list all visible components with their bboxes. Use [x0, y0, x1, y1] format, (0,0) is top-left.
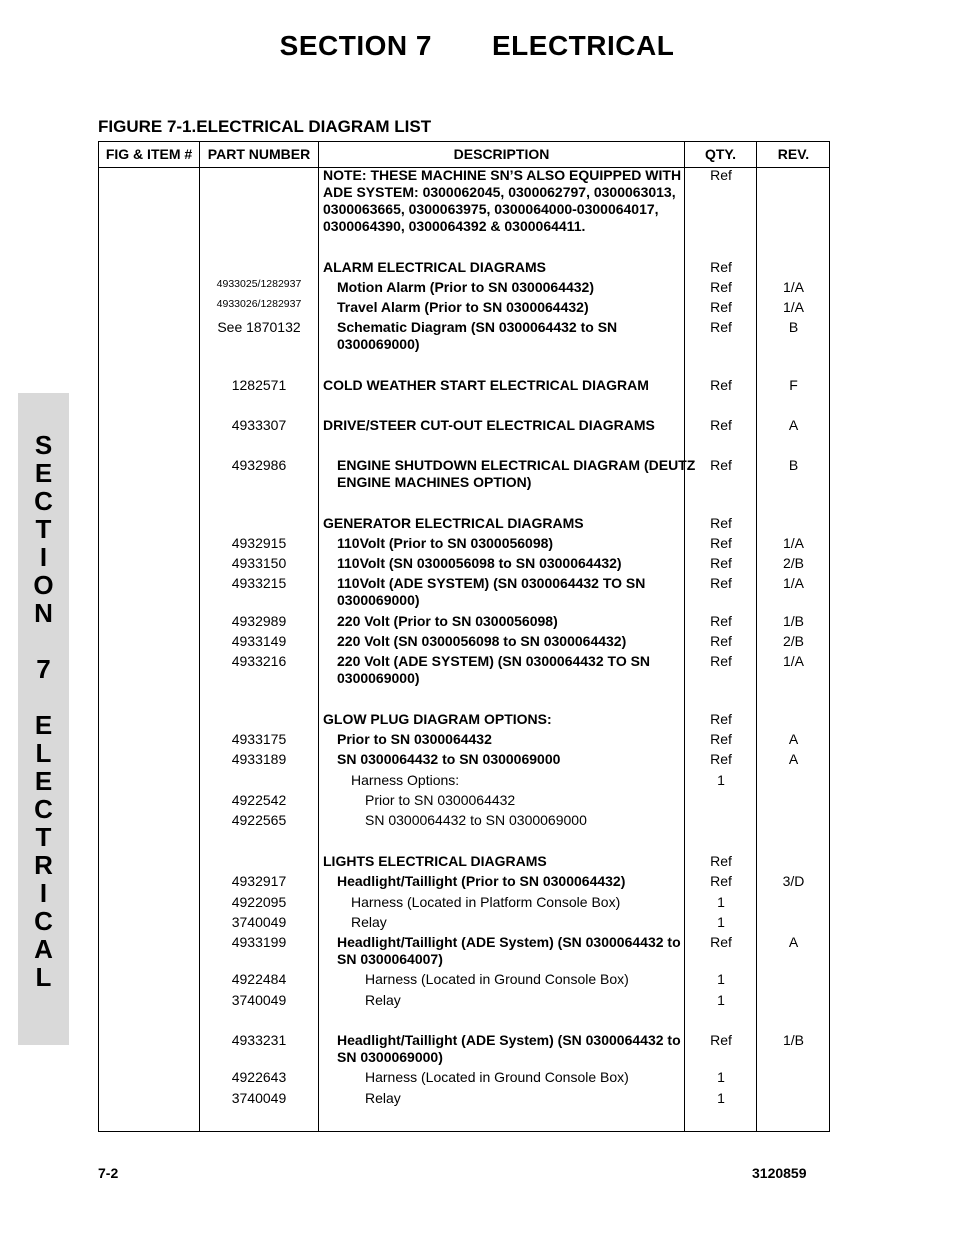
side-tab-letter: C — [34, 486, 53, 516]
rev-cell: A — [788, 731, 799, 747]
part-number-cell: 4922095 — [231, 894, 287, 910]
qty-cell: Ref — [710, 653, 732, 669]
page-title — [0, 30, 954, 62]
part-number-cell: 4922643 — [231, 1069, 287, 1085]
rev-cell: 2/B — [782, 633, 804, 649]
part-number-cell: 4932917 — [231, 873, 287, 889]
qty-cell: Ref — [710, 575, 732, 591]
rev-cell: A — [788, 751, 799, 767]
qty-cell: Ref — [710, 319, 732, 335]
part-number-cell: 4933215 — [231, 575, 287, 591]
description-cell: Prior to SN 0300064432 — [365, 792, 516, 808]
qty-cell: Ref — [710, 299, 732, 315]
qty-cell: Ref — [710, 457, 732, 473]
description-cell: DRIVE/STEER CUT-OUT ELECTRICAL DIAGRAMS — [323, 417, 655, 433]
description-cell: 220 Volt (Prior to SN 0300056098) — [337, 613, 558, 629]
qty-cell: Ref — [710, 873, 732, 889]
column-header-fig-item: FIG & ITEM # — [105, 146, 193, 162]
qty-cell: 1 — [717, 894, 725, 910]
rev-cell: 1/A — [782, 575, 804, 591]
part-number-cell: 4922484 — [231, 971, 287, 987]
qty-cell: Ref — [710, 377, 732, 393]
qty-cell: Ref — [710, 633, 732, 649]
qty-cell: Ref — [710, 1032, 732, 1048]
description-cell: NOTE: THESE MACHINE SN’S ALSO EQUIPPED WITH ADE SYSTEM: 0300062045, 0300062797, 0300063013, 0300063665, 0300063975, 0300064000-0300064017, 0300064390, 0300064392 & 0300064411. — [323, 167, 682, 234]
qty-cell: Ref — [710, 751, 732, 767]
rev-cell: 1/B — [782, 613, 804, 629]
side-tab-letter: R — [34, 850, 53, 880]
rev-cell: A — [788, 417, 799, 433]
page-number: 7-2 — [98, 1165, 119, 1181]
description-cell: Schematic Diagram (SN 0300064432 to SN 0300069000) — [337, 319, 618, 352]
column-header-qty: QTY. — [704, 146, 737, 162]
qty-cell: 1 — [717, 772, 725, 788]
description-cell: Relay — [351, 914, 387, 930]
qty-cell: Ref — [710, 279, 732, 295]
qty-cell: Ref — [710, 613, 732, 629]
side-tab-letter: E — [34, 458, 53, 488]
qty-cell: Ref — [710, 731, 732, 747]
part-number-cell: 4933175 — [231, 731, 287, 747]
description-cell: SN 0300064432 to SN 0300069000 — [337, 751, 561, 767]
description-cell: Headlight/Taillight (ADE System) (SN 0300064432 to SN 0300064007) — [337, 934, 681, 967]
qty-cell: Ref — [710, 167, 732, 183]
description-cell: GENERATOR ELECTRICAL DIAGRAMS — [323, 515, 584, 531]
side-tab-letter: C — [34, 906, 53, 936]
electrical-diagram-table — [98, 141, 830, 1132]
part-number-cell: 4932989 — [231, 613, 287, 629]
side-tab-letter: I — [39, 878, 48, 908]
description-cell: 110Volt (SN 0300056098 to SN 0300064432) — [337, 555, 622, 571]
qty-cell: Ref — [710, 853, 732, 869]
description-cell: SN 0300064432 to SN 0300069000 — [365, 812, 587, 828]
part-number-cell: 4932915 — [231, 535, 287, 551]
section-side-tab — [18, 393, 69, 1045]
side-tab-letter: L — [35, 962, 52, 992]
description-cell: Relay — [365, 992, 401, 1008]
description-cell: 220 Volt (SN 0300056098 to SN 0300064432) — [337, 633, 627, 649]
description-cell: Harness Options: — [351, 772, 460, 788]
qty-cell: Ref — [710, 711, 732, 727]
part-number-cell: 4933307 — [231, 417, 287, 433]
description-cell: Headlight/Taillight (ADE System) (SN 0300064432 to SN 0300069000) — [337, 1032, 681, 1065]
rev-cell: 1/A — [782, 653, 804, 669]
part-number-cell: 4933231 — [231, 1032, 287, 1048]
part-number-cell: 4933149 — [231, 633, 287, 649]
part-number-cell: 4922565 — [231, 812, 287, 828]
description-cell: Harness (Located in Ground Console Box) — [365, 971, 629, 987]
section-title: ELECTRICAL — [491, 30, 675, 61]
side-tab-letter: C — [34, 794, 53, 824]
side-tab-letter: A — [34, 934, 53, 964]
part-number-cell: 1282571 — [231, 377, 287, 393]
description-cell: Harness (Located in Ground Console Box) — [365, 1069, 629, 1085]
part-number-cell: 3740049 — [231, 992, 287, 1008]
part-number-cell: 4933216 — [231, 653, 287, 669]
description-cell: Harness (Located in Platform Console Box) — [351, 894, 621, 910]
rev-cell: B — [788, 319, 799, 335]
part-number-cell: 4933026/1282937 — [216, 298, 302, 310]
side-tab-letter: O — [33, 570, 54, 600]
part-number-cell: 4933189 — [231, 751, 287, 767]
description-cell: Headlight/Taillight (Prior to SN 0300064432) — [337, 873, 626, 889]
qty-cell: 1 — [717, 1090, 725, 1106]
description-cell: LIGHTS ELECTRICAL DIAGRAMS — [323, 853, 547, 869]
description-cell: Relay — [365, 1090, 401, 1106]
side-tab-letter: L — [35, 738, 52, 768]
description-cell: Motion Alarm (Prior to SN 0300064432) — [337, 279, 595, 295]
qty-cell: Ref — [710, 259, 732, 275]
column-header-part-number: PART NUMBER — [207, 146, 311, 162]
qty-cell: 1 — [717, 914, 725, 930]
qty-cell: 1 — [717, 971, 725, 987]
qty-cell: Ref — [710, 934, 732, 950]
description-cell: COLD WEATHER START ELECTRICAL DIAGRAM — [323, 377, 649, 393]
qty-cell: Ref — [710, 515, 732, 531]
side-tab-letter: S — [34, 430, 53, 460]
description-cell: Prior to SN 0300064432 — [337, 731, 492, 747]
description-cell: GLOW PLUG DIAGRAM OPTIONS: — [323, 711, 552, 727]
side-tab-letter: E — [34, 710, 53, 740]
part-number-cell: 4932986 — [231, 457, 287, 473]
column-header-description: DESCRIPTION — [453, 146, 550, 162]
rev-cell: 1/A — [782, 535, 804, 551]
rev-cell: 2/B — [782, 555, 804, 571]
column-divider — [318, 142, 319, 1131]
side-tab-letter: E — [34, 766, 53, 796]
rev-cell: A — [788, 934, 799, 950]
description-cell: 110Volt (Prior to SN 0300056098) — [337, 535, 554, 551]
part-number-cell: 4933150 — [231, 555, 287, 571]
side-tab-letter: I — [39, 542, 48, 572]
qty-cell: Ref — [710, 535, 732, 551]
description-cell: ENGINE SHUTDOWN ELECTRICAL DIAGRAM (DEUTZ ENGINE MACHINES OPTION) — [337, 457, 696, 490]
column-header-rev: REV. — [777, 146, 810, 162]
part-number-cell: 4933199 — [231, 934, 287, 950]
part-number-cell: See 1870132 — [217, 319, 301, 335]
rev-cell: 3/D — [782, 873, 805, 889]
rev-cell: 1/A — [782, 279, 804, 295]
part-number-cell: 4922542 — [231, 792, 287, 808]
qty-cell: Ref — [710, 417, 732, 433]
description-cell: ALARM ELECTRICAL DIAGRAMS — [323, 259, 546, 275]
qty-cell: 1 — [717, 1069, 725, 1085]
qty-cell: Ref — [710, 555, 732, 571]
side-tab-letter: T — [35, 822, 52, 852]
figure-title: FIGURE 7-1.ELECTRICAL DIAGRAM LIST — [98, 117, 432, 136]
side-tab-letter: 7 — [36, 654, 51, 684]
part-number-cell: 3740049 — [231, 1090, 287, 1106]
description-cell: 110Volt (ADE SYSTEM) (SN 0300064432 TO SN 0300069000) — [337, 575, 646, 608]
part-number-cell: 4933025/1282937 — [216, 278, 302, 290]
section-number: SECTION 7 — [279, 30, 432, 61]
side-tab-letter: N — [34, 598, 53, 628]
rev-cell: 1/B — [782, 1032, 804, 1048]
document-number: 3120859 — [752, 1165, 807, 1181]
qty-cell: 1 — [717, 992, 725, 1008]
rev-cell: 1/A — [782, 299, 804, 315]
part-number-cell: 3740049 — [231, 914, 287, 930]
rev-cell: F — [789, 377, 798, 393]
description-cell: 220 Volt (ADE SYSTEM) (SN 0300064432 TO SN 0300069000) — [337, 653, 651, 686]
description-cell: Travel Alarm (Prior to SN 0300064432) — [337, 299, 589, 315]
side-tab-letter: T — [35, 514, 52, 544]
rev-cell: B — [788, 457, 799, 473]
